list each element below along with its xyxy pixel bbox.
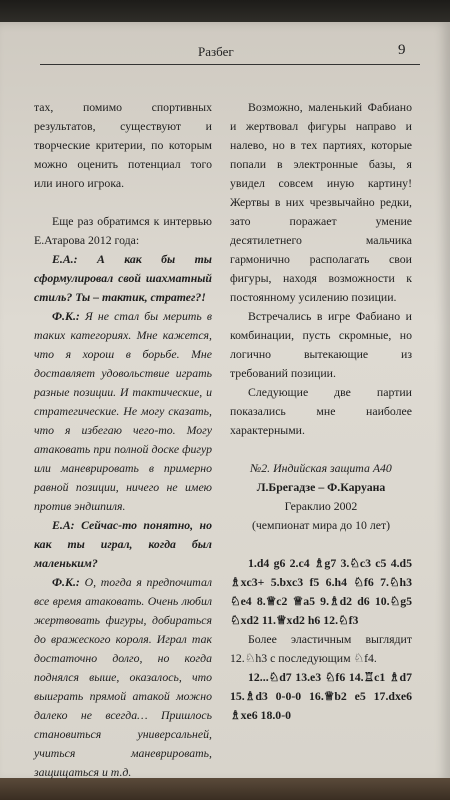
paragraph: Еще раз обратимся к интервью Е.Атарова 2012 года: [34,214,212,247]
header-rule [40,64,420,65]
game-event: (чемпионат мира до 10 лет) [251,518,391,532]
spacer [230,440,412,459]
section-title: Разбег [198,44,234,59]
game-title: №2. Индийская защита A40 [250,461,392,475]
paragraph: тах, помимо спортивных результатов, существуют и творческие критерии, по которым можно оценить потенциал того или иного игрока. [34,100,212,190]
game-players: Л.Брегадзе – Ф.Каруана [256,480,386,494]
answer-text: О, тогда я предпочитал все время атаковать. Очень любил жертвовать фигуры, добираться до вражеского короля. Играл так достаточно долго, но когда поднялся выше, оказалось, что выиграть прямой атакой можно далеко не всегда… Пришлось становиться универсальней, учиться маневрировать, защищаться и т.д. [34,575,212,779]
spacer [34,193,212,212]
speaker-label: Ф.К.: [52,575,80,589]
move-comment: Более эластичным выглядит 12.♘h3 с последующим ♘f4. [230,632,412,665]
interview-answer [34,307,212,516]
page-number: 9 [398,42,406,58]
game-place: Гераклио 2002 [284,499,358,513]
interview-question: Е.А.: А как бы ты сформулировал свой шахматный стиль? Ты – тактик, стратег?! [34,252,212,304]
interview-answer [34,573,212,782]
paragraph: Встречались в игре Фабиано и комбинации, пусть скромные, но логично вытекающие из требований позиции. [230,309,412,380]
game-moves: 12...♘d7 13.e3 ♘f6 14.♖c1 ♗d7 15.♗d3 0-0-0 16.♕b2 e5 17.dxe6 ♗xe6 18.0-0 [230,670,412,722]
interview-question: Е.А: Сейчас-то понятно, но как ты играл, когда был маленьким? [34,518,212,570]
spacer [230,535,412,554]
left-column [34,98,212,782]
answer-text: Я не стал бы мерить в таких категориях. Мне кажется, что я хорош в борьбе. Мне доставляет удовольствие играть разные позиции. И тактические, и стратегические. Не могу сказать, что я избегаю чего-то. Могу атаковать при полной доске фигур или маневрировать в примерно равной позиции, ничего не имею против эндшпиля. [34,309,213,513]
right-column [230,98,412,725]
paragraph: Возможно, маленький Фабиано и жертвовал фигуры направо и налево, но в тех партиях, которые попали в электронные базы, я увидел совсем иную картину! Жертвы в них чрезвычайно редки, зато поражает умение десятилетнего мальчика гармонично располагать свои фигуры, находя возможности к постоянному усилению позиции. [230,100,412,304]
speaker-label: Ф.К.: [52,309,80,323]
paragraph: Следующие две партии показались мне наиболее характерными. [230,385,412,437]
game-moves: 1.d4 g6 2.c4 ♗g7 3.♘c3 c5 4.d5 ♗xc3+ 5.bxc3 f5 6.h4 ♘f6 7.♘h3 ♘e4 8.♕c2 ♕a5 9.♗d2 d6 10.♘g5 ♘xd2 11.♕xd2 h6 12.♘f3 [230,556,412,627]
page-header [0,44,450,64]
